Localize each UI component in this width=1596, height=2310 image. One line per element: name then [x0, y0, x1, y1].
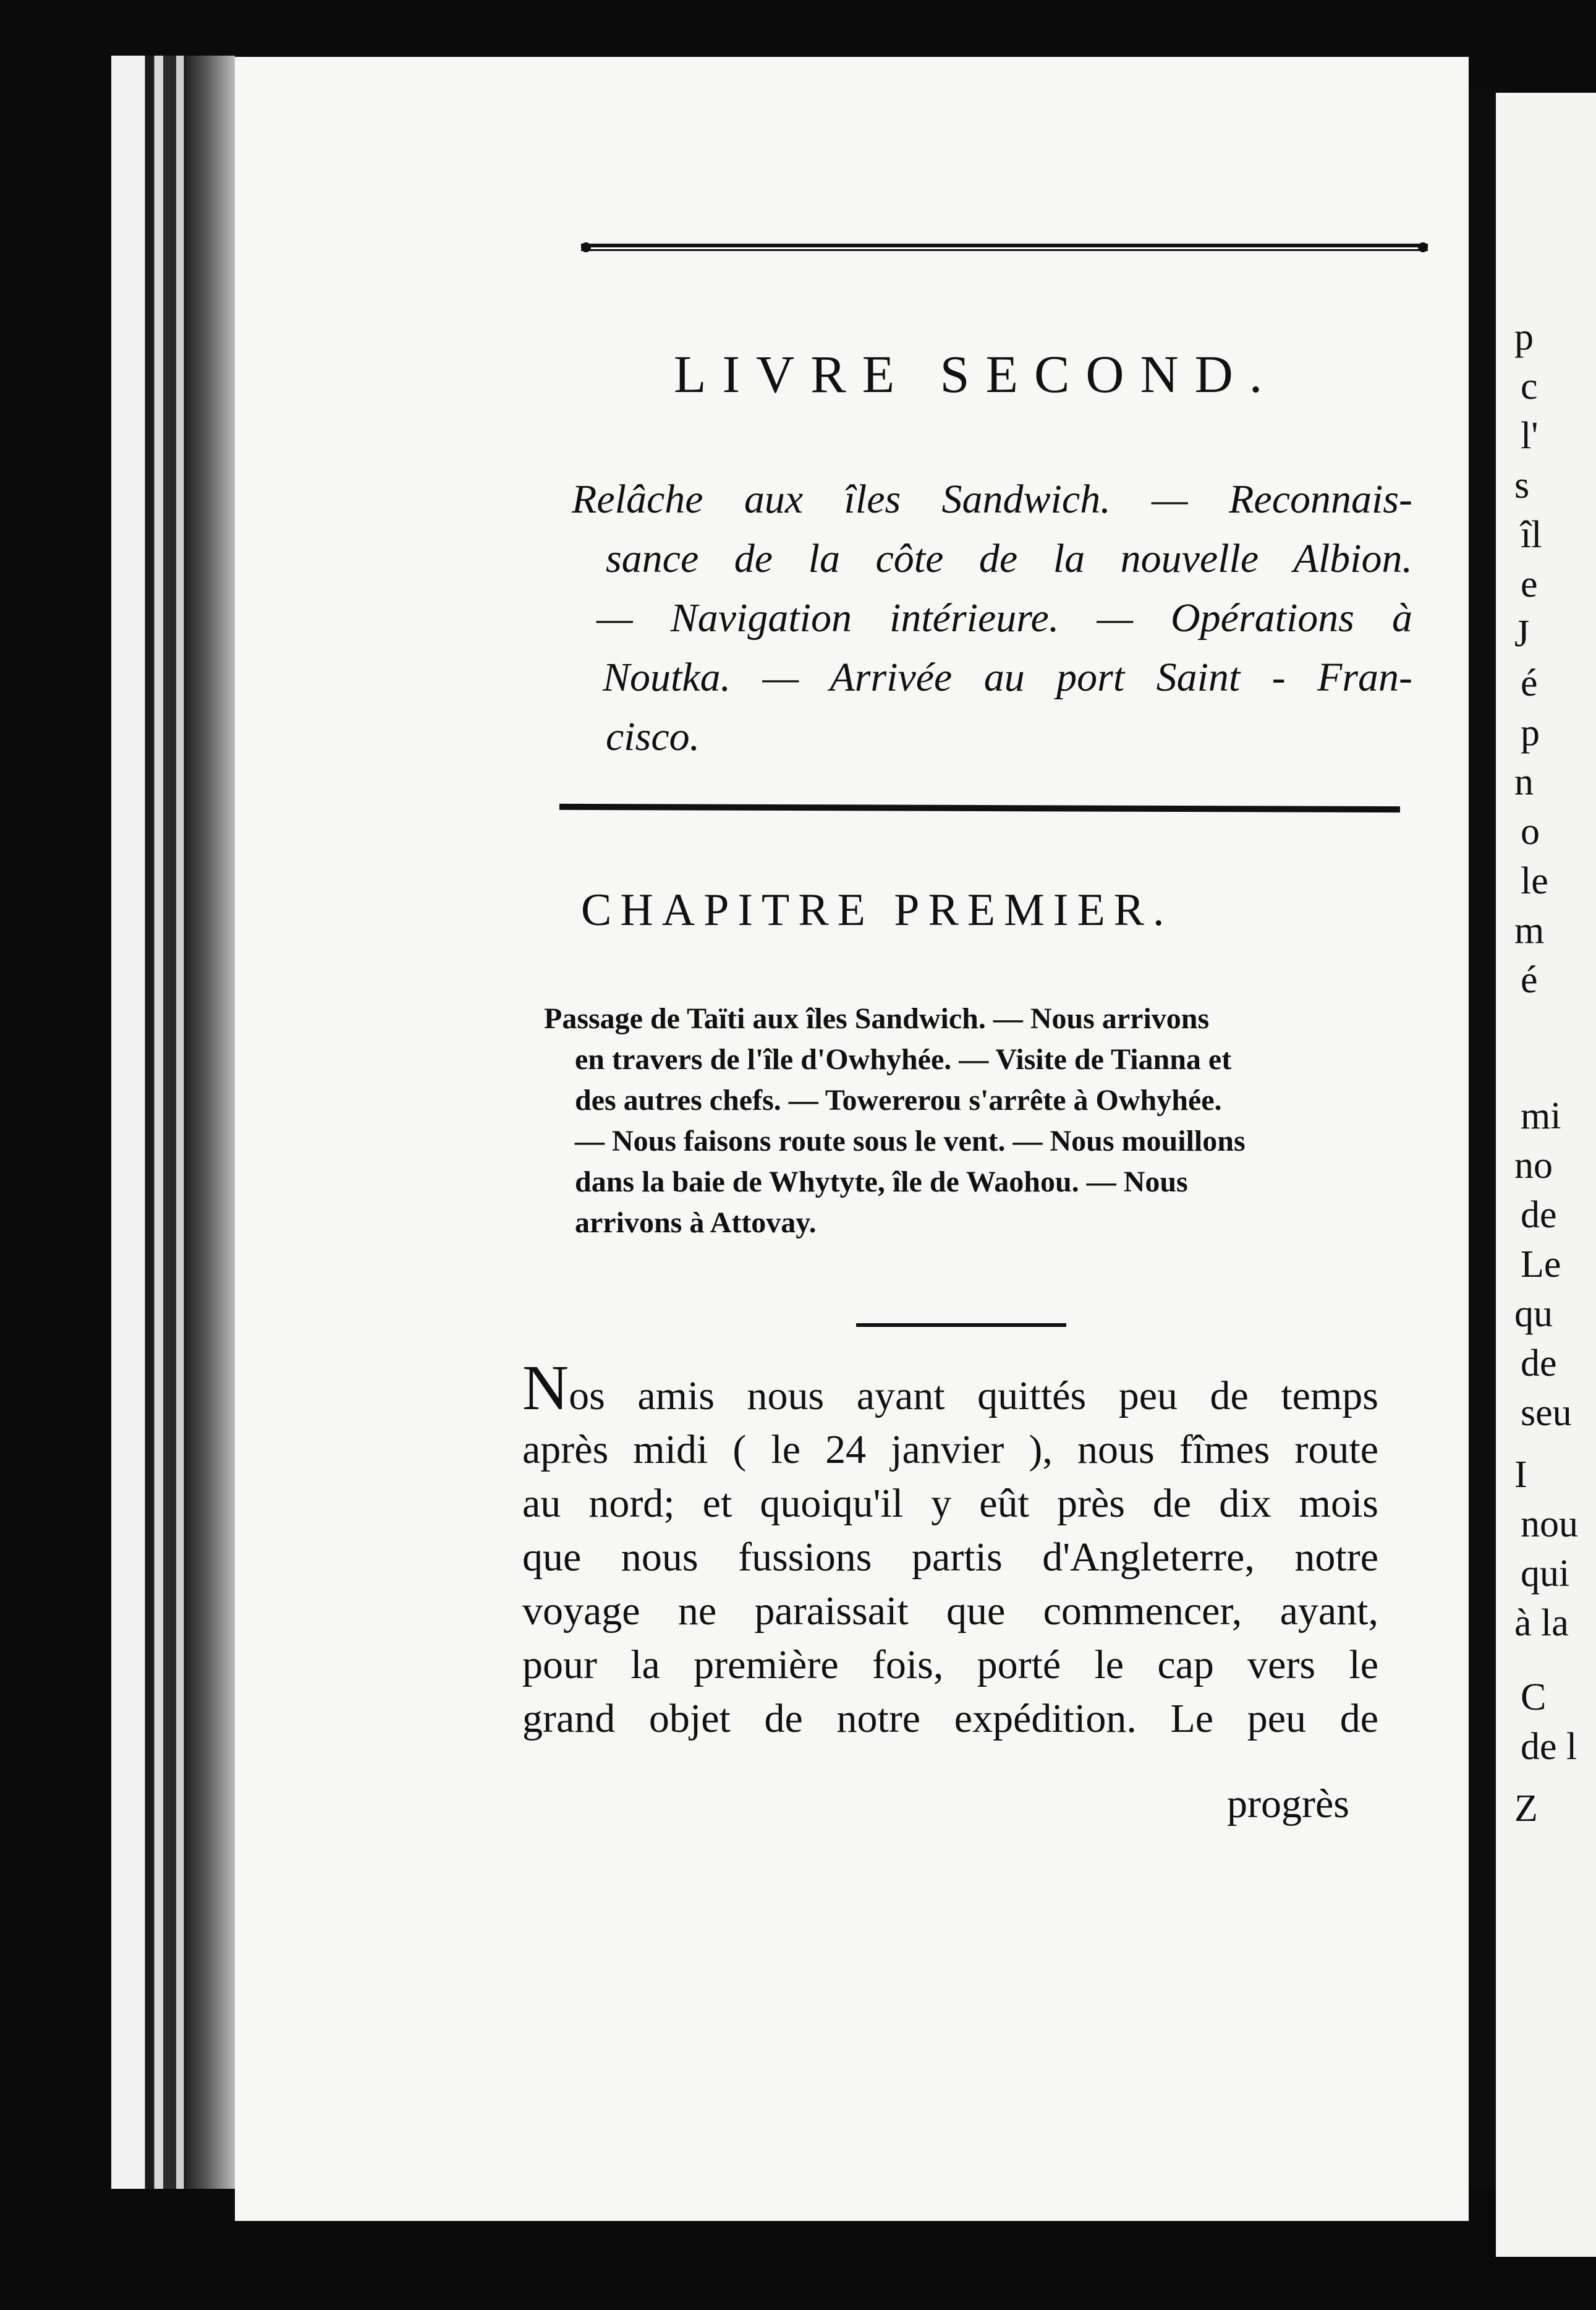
next-page-fragment: é — [1521, 959, 1538, 1001]
next-page-fragment: p — [1521, 712, 1540, 754]
chapter-title: CHAPITRE PREMIER. — [581, 885, 1173, 936]
next-page-fragment: Z — [1514, 1788, 1538, 1830]
body-line: que nous fussions partis d'Angleterre, notre — [522, 1535, 1378, 1580]
next-page-fragment: de — [1521, 1194, 1557, 1236]
next-page-fragment: qui — [1521, 1553, 1570, 1595]
next-page-fragment: Le — [1521, 1243, 1561, 1285]
next-page-fragment: p — [1514, 316, 1534, 358]
body-line: grand objet de notre expédition. Le peu de — [522, 1696, 1378, 1741]
body-line — [522, 1352, 1378, 1423]
drop-cap: N — [522, 1352, 569, 1423]
next-page-fragment: J — [1514, 613, 1530, 655]
next-page-fragment: à la — [1514, 1602, 1569, 1644]
next-page-fragment: seu — [1521, 1392, 1572, 1434]
summary-line: cisco. — [606, 714, 700, 759]
argument-line: dans la baie de Whytyte, île de Waohou. — Nous — [575, 1166, 1188, 1198]
next-page-fragment: îl — [1521, 514, 1542, 556]
argument-line: arrivons à Attovay. — [575, 1206, 817, 1239]
next-page-fragment: qu — [1514, 1293, 1553, 1335]
book-title: LIVRE SECOND. — [674, 344, 1279, 404]
next-page-fragment: m — [1514, 910, 1545, 952]
next-page-fragment: C — [1521, 1676, 1547, 1718]
argument-line: — Nous faisons route sous le vent. — Nous mouillons — [575, 1125, 1246, 1157]
ornamental-rule — [581, 240, 1428, 256]
next-page-fragment: c — [1521, 365, 1538, 407]
summary-line: — Navigation intérieure. — Opérations à — [596, 595, 1412, 641]
body-line-text: os amis nous ayant quittés peu de temps — [569, 1373, 1378, 1418]
summary-line: Noutka. — Arrivée au port Saint - Fran- — [603, 655, 1412, 700]
next-page-fragment: o — [1521, 811, 1540, 853]
body-line: pour la première fois, porté le cap vers le — [522, 1642, 1378, 1687]
body-paragraph — [522, 1352, 1378, 1745]
body-line: après midi ( le 24 janvier ), nous fîmes route — [522, 1427, 1378, 1472]
argument-line: en travers de l'île d'Owhyhée. — Visite de Tianna et — [575, 1043, 1232, 1076]
page-edge-shadow — [185, 56, 235, 2189]
next-page-fragment: le — [1521, 860, 1548, 902]
argument-line: des autres chefs. — Towererou s'arrête à Owhyhée. — [575, 1084, 1222, 1117]
next-page-fragment: nou — [1521, 1503, 1578, 1545]
chapter-argument — [544, 999, 1397, 1243]
next-page — [1496, 93, 1596, 2257]
body-line: au nord; et quoiqu'il y eût près de dix mois — [522, 1481, 1378, 1526]
book-summary — [572, 470, 1412, 767]
summary-line: sance de la côte de la nouvelle Albion. — [606, 536, 1412, 581]
summary-line: Relâche aux îles Sandwich. — Reconnais- — [572, 477, 1412, 522]
next-page-fragment: de — [1521, 1342, 1557, 1384]
next-page-fragment: s — [1514, 464, 1530, 506]
next-page-fragment: no — [1514, 1144, 1553, 1187]
next-page-fragment: mi — [1521, 1095, 1561, 1137]
next-page-fragment: e — [1521, 563, 1538, 605]
argument-line: Passage de Taïti aux îles Sandwich. — Nous arrivons — [544, 1002, 1210, 1035]
next-page-fragment: n — [1514, 761, 1534, 803]
next-page-fragment: l' — [1521, 415, 1539, 457]
next-page-fragment: é — [1521, 662, 1538, 704]
catchword: progrès — [1227, 1781, 1349, 1826]
body-line: voyage ne paraissait que commencer, ayant, — [522, 1588, 1378, 1634]
next-page-fragment: de l — [1521, 1726, 1577, 1768]
short-rule — [856, 1323, 1066, 1327]
next-page-fragment: I — [1514, 1454, 1527, 1496]
